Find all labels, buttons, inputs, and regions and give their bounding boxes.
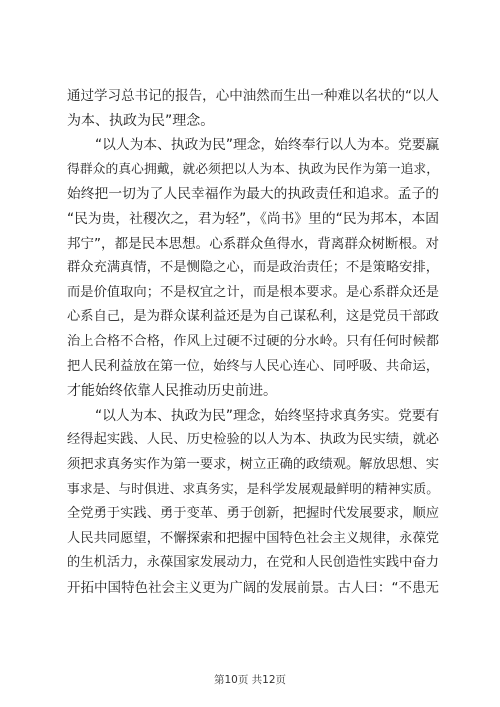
text-line: 经得起实践、人民、历史检验的以人为本、执政为民实绩，就必 [67,432,439,448]
text-line: “民为贵，社稷次之，君为轻”，《尚书》里的“民为邦本，本固 [67,210,439,227]
text-line: “以人为本、执政为民”理念，始终坚持求真务实。党要有 [95,407,440,424]
text-line: 治上合格不合格，作风上过硬不过硬的分水岭。只有任何时候都 [67,333,439,349]
text-line: 始终把一切为了人民幸福作为最大的执政责任和追求。孟子的 [67,186,439,203]
text-line: 才能始终依靠人民推动历史前进。 [67,383,277,400]
text-line: 须把求真务实作为第一要求，树立正确的政绩观。解放思想、实 [67,456,439,472]
text-line: 为本、执政为民”理念。 [67,112,215,129]
text-line: 通过学习总书记的报告，心中油然而生出一种难以名状的“以人 [67,88,439,104]
text-line: 而是价值取向；不是权宜之计，而是根本要求。是心系群众还是 [67,284,439,300]
text-line: 的生机活力，永葆国家发展动力，在党和人民创造性实践中奋力 [67,555,439,571]
text-line: 心系自己，是为群众谋利益还是为自己谋私利，这是党员干部政 [67,309,439,325]
text-line: 人民共同愿望，不懈探索和把握中国特色社会主义规律，永葆党 [67,530,439,546]
text-line: 把人民利益放在第一位，始终与人民心连心、同呼吸、共命运， [67,358,439,374]
text-line: “以人为本、执政为民”理念，始终奉行以人为本。党要赢 [95,137,440,154]
text-line: 全党勇于实践、勇于变革、勇于创新，把握时代发展要求，顺应 [67,506,439,522]
page-number: 第10页 共12页 [213,674,287,686]
text-line: 邦宁”，都是民本思想。心系群众鱼得水，背离群众树断根。对 [67,235,439,252]
body-text [67,84,439,600]
text-line: 得群众的真心拥戴，就必须把以人为本、执政为民作为第一追求， [67,161,439,177]
text-line: 开拓中国特色社会主义更为广阔的发展前景。古人曰：“不患无 [67,579,439,596]
text-line: 事求是、与时俱进、求真务实，是科学发展观最鲜明的精神实质。 [67,481,439,497]
text-line: 群众充满真情，不是恻隐之心，而是政治责任；不是策略安排， [67,260,439,276]
